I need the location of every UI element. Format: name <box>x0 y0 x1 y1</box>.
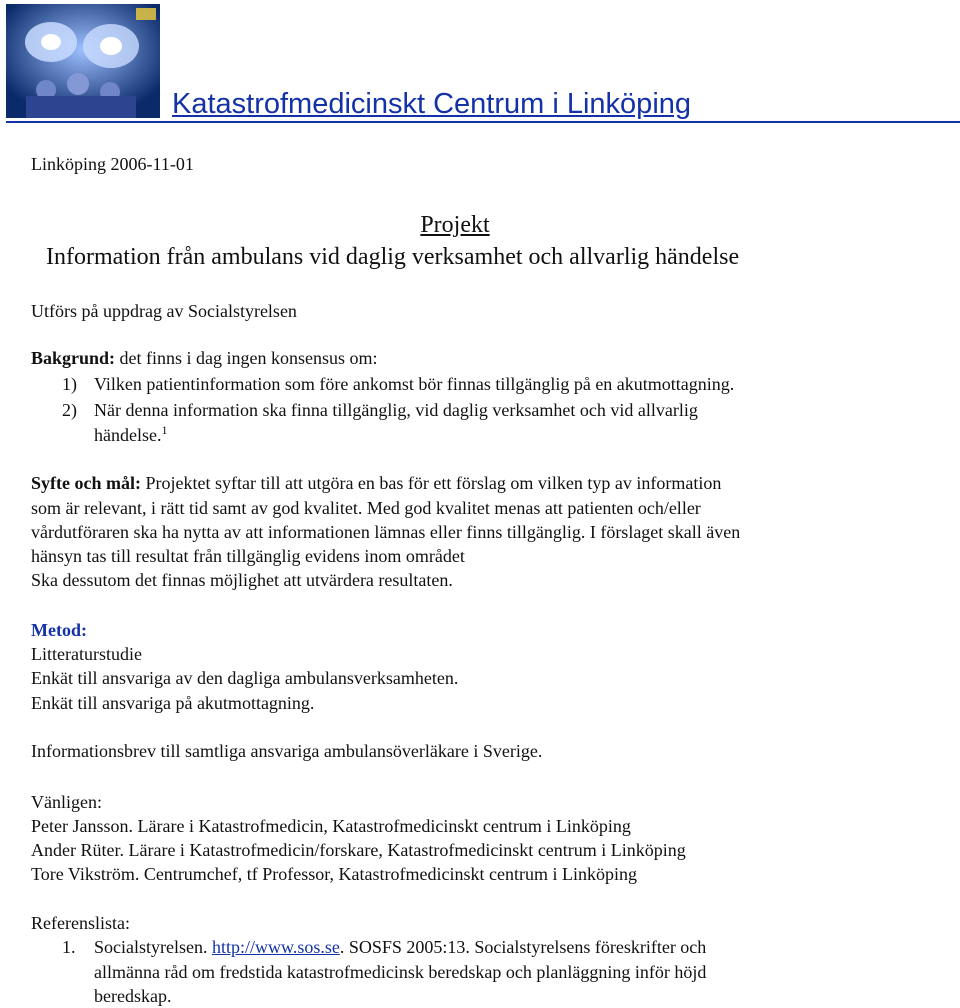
purpose-label: Syfte och mål: <box>31 473 141 493</box>
background-item-text: Vilken patientinformation som före ankomst bör finnas tillgänglig på en akutmottagning. <box>94 374 735 394</box>
purpose-line: hänsyn tas till resultat från tillgänglig evidens inom området <box>31 546 465 566</box>
project-title: Information från ambulans vid daglig verksamhet och allvarlig händelse <box>46 244 740 270</box>
purpose-line: vårdutföraren ska ha nytta av att informationen lämnas eller finns tillgänglig. I förslaget skall även <box>31 522 741 542</box>
signatory: Tore Vikström. Centrumchef, tf Professor, Katastrofmedicinskt centrum i Linköping <box>31 864 637 884</box>
project-label: Projekt <box>420 212 490 238</box>
background-section <box>31 346 378 370</box>
signatory: Peter Jansson. Lärare i Katastrofmedicin, Katastrofmedicinskt centrum i Linköping <box>31 816 631 836</box>
method-item: Enkät till ansvariga på akutmottagning. <box>31 693 315 713</box>
reference-continuation: beredskap. <box>94 986 172 1006</box>
reference-item <box>94 935 706 959</box>
method-item: Enkät till ansvariga av den dagliga ambulansverksamheten. <box>31 668 459 688</box>
method-label: Metod: <box>31 620 87 640</box>
background-item-num: 2) <box>62 400 77 420</box>
reference-pre: Socialstyrelsen. <box>94 937 212 957</box>
method-item: Litteraturstudie <box>31 644 142 664</box>
footnote-marker: 1 <box>161 423 168 437</box>
header-title: Katastrofmedicinskt Centrum i Linköping <box>172 88 692 120</box>
header-logo-image <box>6 4 160 118</box>
reference-num: 1. <box>62 937 76 957</box>
reference-link[interactable]: http://www.sos.se <box>211 937 340 957</box>
background-item-num: 1) <box>62 374 77 394</box>
reference-continuation: allmänna råd om fredstida katastrofmedicinsk beredskap och planläggning inför höjd <box>94 962 707 982</box>
purpose-line: som är relevant, i rätt tid samt av god kvalitet. Med god kvalitet menas att patienten och/eller <box>31 498 701 518</box>
surgery-photo-icon <box>6 4 160 118</box>
purpose-line: Ska dessutom det finnas möjlighet att utvärdera resultaten. <box>31 570 453 590</box>
document-date: Linköping 2006-11-01 <box>31 154 194 174</box>
signatory: Ander Rüter. Lärare i Katastrofmedicin/forskare, Katastrofmedicinskt centrum i Linköping <box>31 840 686 860</box>
background-intro: det finns i dag ingen konsensus om: <box>115 348 378 368</box>
background-item-cont-text: händelse. <box>94 425 162 445</box>
regards-label: Vänligen: <box>31 792 102 812</box>
commission-text: Utförs på uppdrag av Socialstyrelsen <box>31 301 297 321</box>
header-divider <box>6 121 960 123</box>
background-item-continuation <box>94 423 167 447</box>
background-label: Bakgrund: <box>31 348 116 368</box>
purpose-line <box>31 471 721 495</box>
purpose-text: Projektet syftar till att utgöra en bas för ett förslag om vilken typ av information <box>140 473 722 493</box>
references-label: Referenslista: <box>31 913 130 933</box>
letter-text: Informationsbrev till samtliga ansvariga ambulansöverläkare i Sverige. <box>31 741 543 761</box>
reference-post: . SOSFS 2005:13. Socialstyrelsens föreskrifter och <box>339 937 707 957</box>
background-item-text: När denna information ska finna tillgänglig, vid daglig verksamhet och vid allvarlig <box>94 400 698 420</box>
